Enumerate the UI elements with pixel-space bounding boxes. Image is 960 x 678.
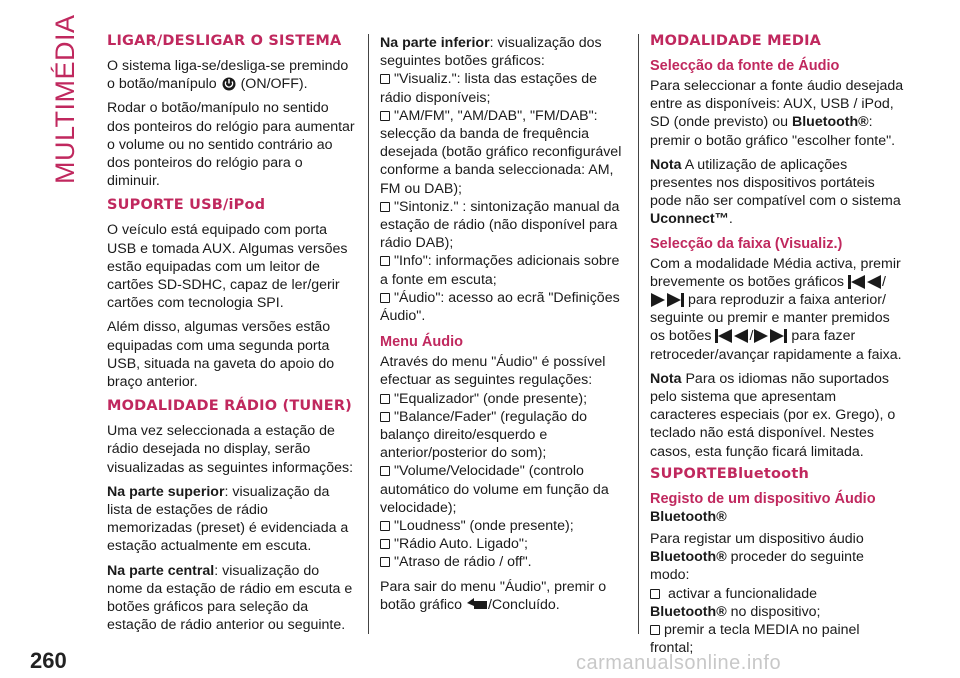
bullet-item bbox=[380, 198, 622, 253]
bold-text: Na parte central bbox=[107, 562, 215, 579]
text: "Volume/Velocidade" (controlo automático do volume em função da velocidade); bbox=[380, 463, 609, 516]
previous-track-icon bbox=[715, 329, 749, 343]
paragraph: Através do menu "Áudio" é possível efectuar as seguintes regulações: bbox=[380, 354, 606, 389]
paragraph: O veículo está equipado com porta USB e tomada AUX. Algumas versões estão equipadas com um leitor de cartões SD-SDHC, capaz de ler/gerir cartões com tecnologia SPI. bbox=[107, 222, 348, 312]
text: : visualização dos seguintes botões gráficos: bbox=[380, 35, 602, 70]
heading-registo-bluetooth: Bluetooth® bbox=[650, 508, 727, 525]
heading-menu-audio: Menu Áudio bbox=[380, 334, 463, 351]
text: Para sair do menu "Áudio", premir o botão gráfico bbox=[380, 578, 607, 613]
paragraph: Para registar um dispositivo áudio bbox=[650, 531, 864, 548]
heading-registo: Registo de um dispositivo Áudio bbox=[650, 490, 876, 507]
text: "Equalizador" (onde presente); bbox=[394, 390, 588, 407]
text: / bbox=[749, 328, 754, 345]
note bbox=[650, 370, 904, 461]
bullet-box-icon bbox=[380, 111, 390, 121]
text: A utilização de aplicações presentes nos dispositivos portáteis pode não ser compatível com o sistema bbox=[650, 156, 901, 210]
text: Para seleccionar a fonte áudio desejada entre as disponíveis: AUX, USB / iPod, SD (onde previsto) ou bbox=[650, 78, 904, 131]
bold-text: Na parte superior bbox=[107, 483, 225, 500]
text: "Loudness" (onde presente); bbox=[394, 518, 574, 535]
bullet-box-icon bbox=[380, 466, 390, 476]
bullet-item bbox=[380, 535, 622, 553]
paragraph bbox=[107, 562, 355, 635]
text: para fazer retroceder/avançar rapidamente a faixa. bbox=[650, 328, 902, 363]
bullet-item bbox=[380, 252, 622, 288]
bullet-item bbox=[380, 107, 622, 198]
text: premir a tecla MEDIA no painel frontal; bbox=[650, 622, 860, 657]
heading-media: MODALIDADE MEDIA bbox=[650, 33, 822, 49]
text: "Balance/Fader" (regulação do balanço direito/esquerdo e anterior/posterior do som); bbox=[380, 408, 588, 462]
bullet-box-icon bbox=[380, 293, 390, 303]
bullet-box-icon bbox=[380, 74, 390, 84]
bullet-box-icon bbox=[380, 202, 390, 212]
bullet-item bbox=[380, 462, 622, 517]
bullet-box-icon bbox=[380, 256, 390, 266]
text: "Rádio Auto. Ligado"; bbox=[394, 536, 528, 553]
heading-bluetooth: SUPORTEBluetooth bbox=[650, 465, 809, 482]
bullet-item bbox=[650, 585, 904, 603]
column-divider bbox=[368, 34, 369, 634]
note bbox=[650, 156, 904, 229]
next-track-icon bbox=[753, 329, 787, 343]
text: activar a funcionalidade bbox=[667, 585, 818, 602]
heading-fonte: Selecção da fonte de Áudio bbox=[650, 58, 840, 74]
text: Para os idiomas não suportados pelo sistema que apresentam caracteres especiais (por ex. Grego), o teclado não está disponível. Nestes casos, esta função ficará limitada. bbox=[650, 370, 896, 460]
heading-usb: SUPORTE USB/iPod bbox=[107, 197, 266, 214]
bullet-item bbox=[380, 289, 622, 325]
text: "Info": informações adicionais sobre a fonte em escuta; bbox=[380, 253, 620, 288]
text: : premir o botão gráfico "escolher fonte". bbox=[650, 114, 896, 149]
bold-text: Bluetooth® bbox=[791, 114, 869, 131]
text: "Áudio": acesso ao ecrã "Definições Áudio". bbox=[380, 289, 620, 325]
bold-text: Uconnect™ bbox=[650, 211, 729, 228]
bold-text: Bluetooth® bbox=[650, 603, 727, 620]
bullet-item bbox=[380, 390, 622, 408]
heading-faixa: Selecção da faixa (Visualiz.) bbox=[650, 235, 843, 252]
text: O sistema liga-se/desliga-se premindo o botão/manípulo bbox=[107, 58, 349, 93]
bullet-box-icon bbox=[380, 539, 390, 549]
bullet-box-icon bbox=[380, 521, 390, 531]
column-2 bbox=[380, 34, 622, 614]
bold-text: Na parte inferior bbox=[380, 35, 490, 51]
paragraph bbox=[380, 34, 622, 70]
power-icon bbox=[221, 75, 237, 91]
paragraph: Rodar o botão/manípulo no sentido dos ponteiros do relógio para aumentar o volume ou no sentido contrário ao dos ponteiros do relógio para o diminuir. bbox=[107, 100, 355, 190]
text: : visualização do nome da estação de rádio em escuta e botões gráficos para seleção da estação de rádio anterior ou seguinte. bbox=[107, 562, 353, 634]
paragraph bbox=[650, 603, 904, 621]
bullet-item bbox=[380, 553, 622, 571]
paragraph bbox=[107, 57, 355, 93]
bullet-box-icon bbox=[380, 394, 390, 404]
text: . bbox=[728, 211, 733, 228]
bold-text: Nota bbox=[650, 370, 682, 387]
paragraph: Além disso, algumas versões estão equipadas com uma segunda porta USB, situada na gaveta do apoio do braço anterior. bbox=[107, 319, 335, 391]
bold-text: Bluetooth® bbox=[650, 549, 727, 566]
watermark: carmanualsonline.info bbox=[576, 652, 782, 674]
text: proceder do seguinte modo: bbox=[650, 549, 864, 584]
text: Com a modalidade Média activa, premir brevemente os botões gráficos bbox=[650, 255, 901, 290]
text: : visualização da lista de estações de rádio memorizadas (preset) é evidenciada a estação actualmente em escuta. bbox=[107, 483, 349, 555]
side-title-text: MULTIMÉDIA bbox=[50, 14, 80, 184]
page-number: 260 bbox=[30, 648, 67, 673]
paragraph: Uma vez seleccionada a estação de rádio desejada no display, serão visualizadas as seguintes informações: bbox=[107, 423, 354, 476]
text: "Visualiz.": lista das estações de rádio disponíveis; bbox=[380, 71, 598, 106]
column-3 bbox=[650, 34, 904, 657]
bullet-box-icon bbox=[650, 625, 660, 635]
text: para reproduzir a faixa anterior/ seguinte ou premir e manter premidos os botões bbox=[650, 292, 890, 345]
bullet-box-icon bbox=[380, 557, 390, 567]
bullet-box-icon bbox=[380, 412, 390, 422]
column-1 bbox=[107, 34, 355, 640]
back-arrow-icon bbox=[466, 598, 488, 612]
bullet-item bbox=[380, 408, 622, 463]
text: /Concluído. bbox=[487, 596, 560, 613]
text: no dispositivo; bbox=[726, 603, 821, 620]
section-side-title bbox=[48, 14, 88, 184]
paragraph bbox=[650, 548, 904, 584]
heading-radio: MODALIDADE RÁDIO (TUNER) bbox=[107, 398, 353, 415]
paragraph bbox=[650, 77, 904, 150]
next-track-icon bbox=[650, 293, 684, 307]
bullet-box-icon bbox=[650, 589, 660, 599]
paragraph bbox=[380, 578, 622, 614]
text: "AM/FM", "AM/DAB", "FM/DAB": selecção da banda de frequência desejada (botão gráfico reconfigurável conforme a banda seleccionada: AM, FM ou DAB); bbox=[380, 107, 622, 197]
heading-ligar: LIGAR/DESLIGAR O SISTEMA bbox=[107, 33, 342, 49]
text: / bbox=[881, 273, 886, 290]
paragraph bbox=[107, 483, 355, 556]
previous-track-icon bbox=[848, 275, 882, 289]
bullet-item bbox=[380, 517, 622, 535]
text: "Sintoniz." : sintonização manual da estação de rádio (não disponível para rádio DAB); bbox=[380, 198, 620, 252]
bullet-item bbox=[380, 70, 622, 106]
text: (ON/OFF). bbox=[240, 76, 308, 93]
paragraph bbox=[650, 255, 904, 364]
text: "Atraso de rádio / off". bbox=[394, 554, 532, 571]
column-divider bbox=[638, 34, 639, 634]
bold-text: Nota bbox=[650, 156, 682, 173]
